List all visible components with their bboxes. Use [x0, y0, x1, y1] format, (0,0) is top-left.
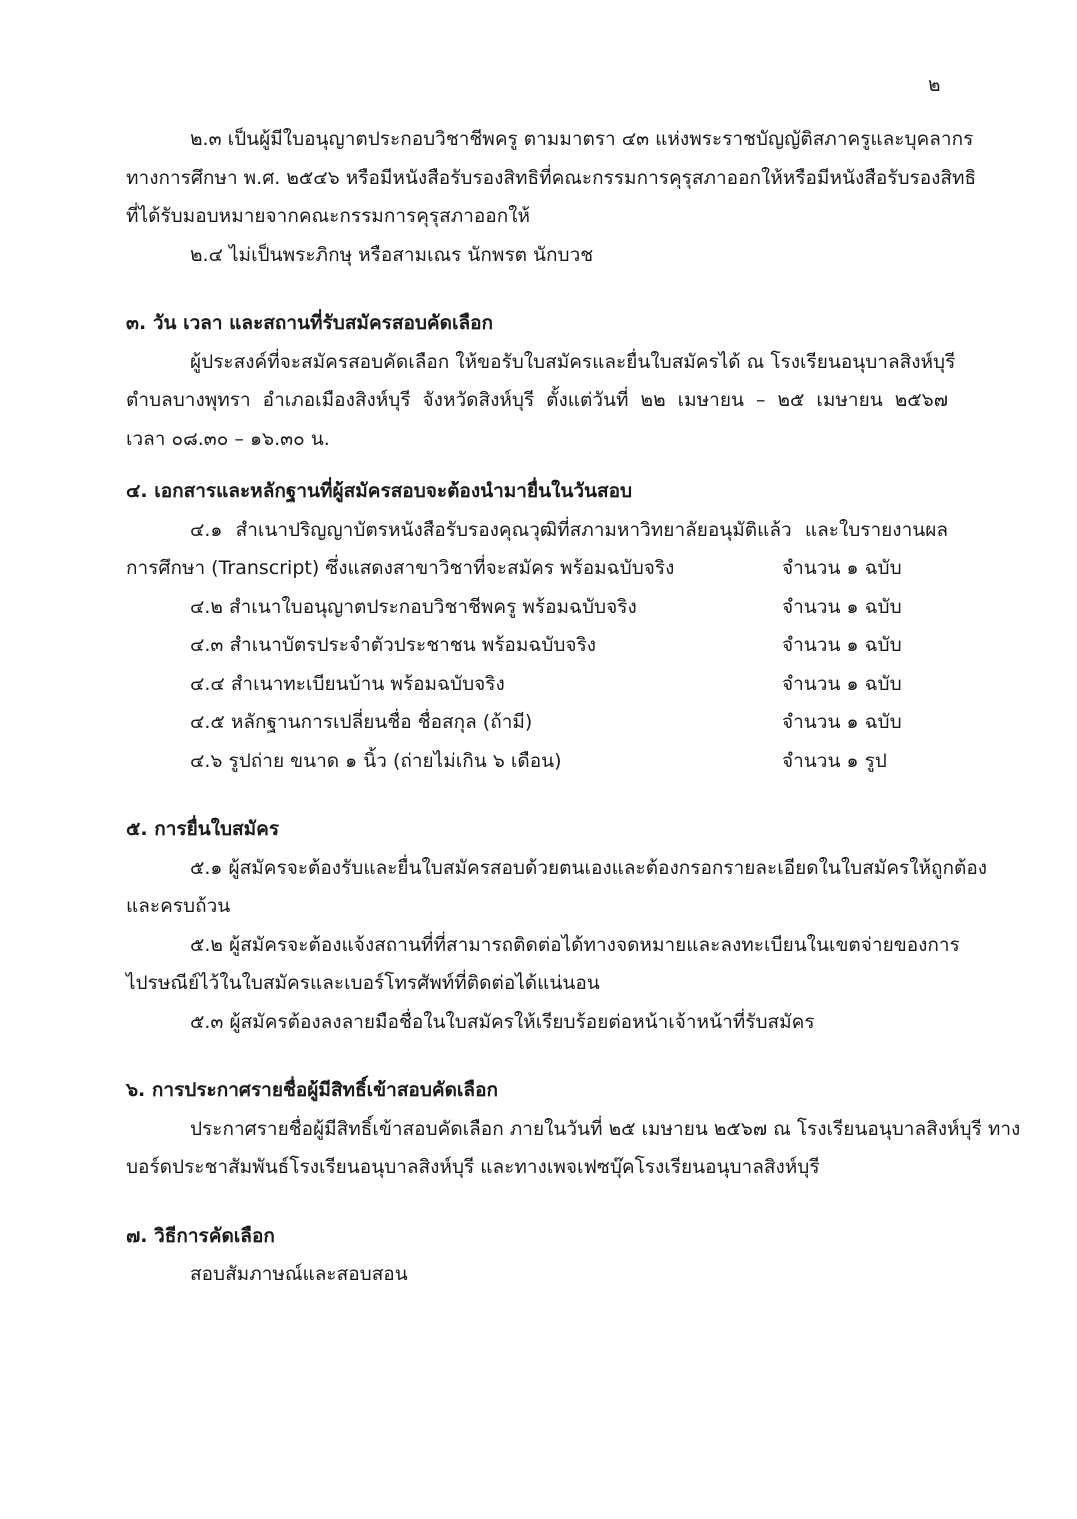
page-number: ๒: [928, 74, 941, 96]
item-2-3-line-2: ทางการศึกษา พ.ศ. ๒๕๔๖ หรือมีหนังสือรับรองสิทธิที่คณะกรรมการคุรุสภาออกให้หรือมีหนังสือรับรองสิทธิ: [126, 166, 977, 189]
section-6-heading: ๖. การประกาศรายชื่อผู้มีสิทธิ์เข้าสอบคัดเลือก: [126, 1079, 498, 1101]
item-2-3-line-3: ที่ได้รับมอบหมายจากคณะกรรมการคุรุสภาออกให้: [126, 205, 531, 227]
doc-item-4-6: [126, 742, 948, 781]
doc-item-4-4: [126, 665, 948, 704]
section-7: [126, 1217, 948, 1294]
doc-item-quantity: จำนวน ๑ ฉบับ: [782, 711, 902, 733]
item-2-4: ๒.๔ ไม่เป็นพระภิกษุ หรือสามเณร นักพรต นักบวช: [190, 243, 594, 266]
doc-item-text: ๔.๖ รูปถ่าย ขนาด ๑ นิ้ว (ถ่ายไม่เกิน ๖ เดือน): [190, 749, 562, 772]
doc-item-quantity: จำนวน ๑ ฉบับ: [782, 634, 902, 656]
item-5-2-line-2: ไปรษณีย์ไว้ในใบสมัครและเบอร์โทรศัพท์ที่ติดต่อได้แน่นอน: [126, 972, 600, 994]
section-6-line-1: ประกาศรายชื่อผู้มีสิทธิ์เข้าสอบคัดเลือก ภายในวันที่ ๒๕ เมษายน ๒๕๖๗ ณ โรงเรียนอนุบาลสิงห์บุรี ทาง: [190, 1117, 1021, 1140]
section-3-heading: ๓. วัน เวลา และสถานที่รับสมัครสอบคัดเลือก: [126, 312, 494, 334]
item-5-3: ๕.๓ ผู้สมัครต้องลงลายมือชื่อในใบสมัครให้เรียบร้อยต่อหน้าเจ้าหน้าที่รับสมัคร: [190, 1010, 815, 1033]
item-5-1-line-2: และครบถ้วน: [126, 895, 231, 917]
doc-item-quantity: จำนวน ๑ ฉบับ: [782, 557, 902, 579]
doc-item-4-1-line-2: [126, 549, 948, 588]
section-5: [126, 810, 988, 1041]
section-7-heading: ๗. วิธีการคัดเลือก: [126, 1224, 275, 1247]
doc-item-text: การศึกษา (Transcript) ซึ่งแสดงสาขาวิชาที่จะสมัคร พร้อมฉบับจริง: [126, 557, 675, 579]
section-4-heading: ๔. เอกสารและหลักฐานที่ผู้สมัครสอบจะต้องนำมายื่นในวันสอบ: [126, 480, 633, 502]
section-3-line-1: ผู้ประสงค์ที่จะสมัครสอบคัดเลือก ให้ขอรับใบสมัครและยื่นใบสมัครได้ ณ โรงเรียนอนุบาลสิงห์บุรี: [190, 350, 956, 373]
doc-item-4-3: [126, 626, 948, 665]
section-5-heading: ๕. การยื่นใบสมัคร: [126, 818, 280, 840]
section-3-line-2: ตำบลบางพุทรา อำเภอเมืองสิงห์บุรี จังหวัดสิงห์บุรี ตั้งแต่วันที่ ๒๒ เมษายน – ๒๕ เมษายน ๒๕๖๗: [126, 389, 948, 411]
item-2-3-line-1: ๒.๓ เป็นผู้มีใบอนุญาตประกอบวิชาชีพครู ตามมาตรา ๔๓ แห่งพระราชบัญญัติสภาครูและบุคลากร: [190, 128, 974, 150]
doc-item-4-1-line-1: ๔.๑ สำเนาปริญญาบัตรหนังสือรับรองคุณวุฒิที่สภามหาวิทยาลัยอนุมัติแล้ว และใบรายงานผล: [190, 518, 948, 541]
document-body: [126, 120, 1021, 1294]
section-7-line-1: สอบสัมภาษณ์และสอบสอน: [190, 1263, 408, 1285]
item-5-1-line-1: ๕.๑ ผู้สมัครจะต้องรับและยื่นใบสมัครสอบด้วยตนเองและต้องกรอกรายละเอียดในใบสมัครให้ถูกต้อง: [190, 856, 988, 879]
section-6-line-2: บอร์ดประชาสัมพันธ์โรงเรียนอนุบาลสิงห์บุรี และทางเพจเฟซบุ๊คโรงเรียนอนุบาลสิงห์บุรี: [126, 1156, 820, 1178]
section-4: [126, 472, 948, 780]
doc-item-text: ๔.๔ สำเนาทะเบียนบ้าน พร้อมฉบับจริง: [190, 672, 505, 695]
section-3: [126, 304, 956, 458]
section-2-continued: [126, 120, 977, 274]
doc-item-text: ๔.๕ หลักฐานการเปลี่ยนชื่อ ชื่อสกุล (ถ้ามี): [190, 711, 533, 733]
section-3-line-3: เวลา ๐๘.๓๐ – ๑๖.๓๐ น.: [126, 427, 330, 450]
doc-item-text: ๔.๒ สำเนาใบอนุญาตประกอบวิชาชีพครู พร้อมฉบับจริง: [190, 595, 637, 618]
doc-item-text: ๔.๓ สำเนาบัตรประจำตัวประชาชน พร้อมฉบับจริง: [190, 634, 597, 656]
doc-item-quantity: จำนวน ๑ ฉบับ: [782, 595, 902, 618]
doc-item-quantity: จำนวน ๑ รูป: [782, 749, 887, 772]
doc-item-4-5: [126, 703, 948, 742]
section-6: [126, 1071, 1021, 1187]
doc-item-4-2: [126, 588, 948, 627]
item-5-2-line-1: ๕.๒ ผู้สมัครจะต้องแจ้งสถานที่ที่สามารถติดต่อได้ทางจดหมายและลงทะเบียนในเขตจ่ายของการ: [190, 933, 960, 956]
doc-item-quantity: จำนวน ๑ ฉบับ: [782, 672, 902, 695]
